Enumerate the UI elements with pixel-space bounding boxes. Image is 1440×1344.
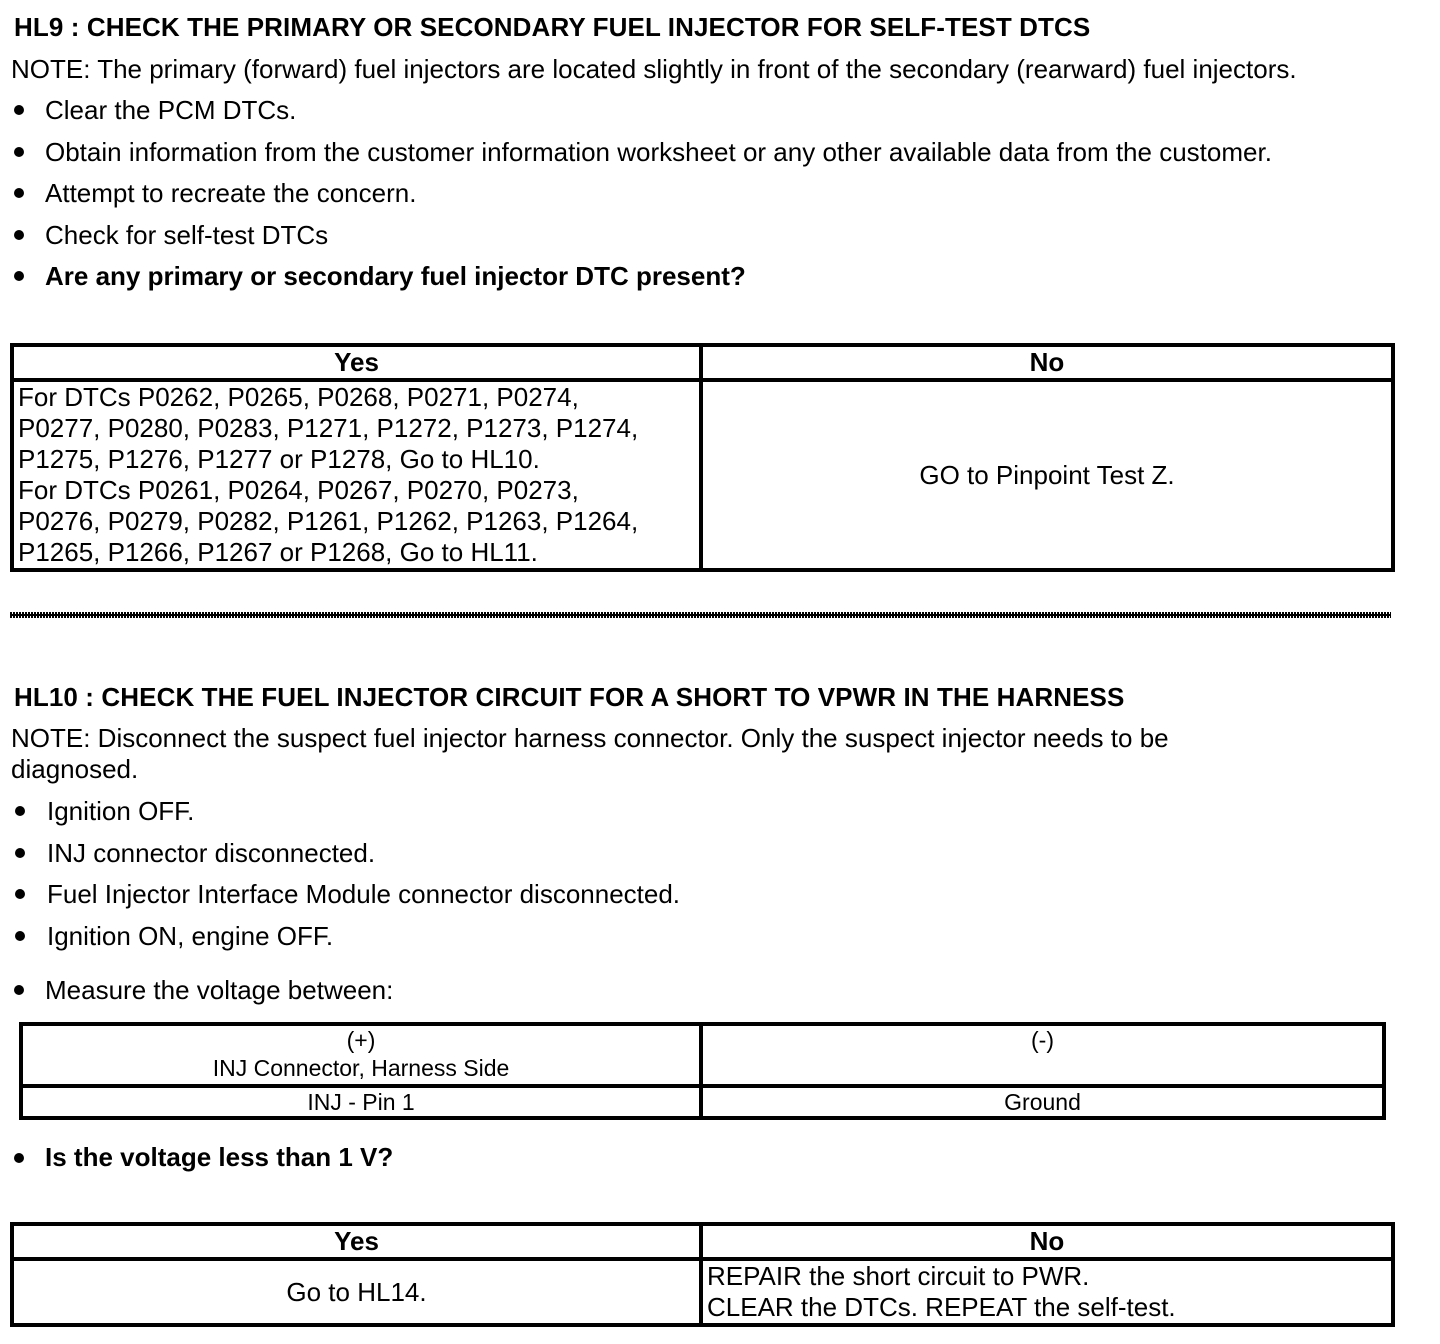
bullet-icon (14, 105, 24, 115)
yes-line: P1265, P1266, P1267 or P1268, Go to HL11. (18, 537, 538, 567)
no-header: No (701, 1224, 1393, 1259)
bullet-icon (14, 147, 24, 157)
hl9-step: Check for self-test DTCs (45, 220, 329, 250)
hl9-step: Obtain information from the customer information worksheet or any other available data from the customer. (45, 137, 1272, 167)
hl10-step: INJ connector disconnected. (47, 838, 376, 868)
yes-line: For DTCs P0261, P0264, P0267, P0270, P0273, (18, 475, 579, 505)
plus-value: INJ - Pin 1 (21, 1086, 701, 1118)
hl9-title: HL9 : CHECK THE PRIMARY OR SECONDARY FUEL INJECTOR FOR SELF-TEST DTCS (14, 12, 1091, 42)
hl9-step: Clear the PCM DTCs. (45, 95, 297, 125)
hl10-step: Ignition OFF. (47, 796, 195, 826)
hl10-note-line: diagnosed. (11, 754, 139, 784)
no-cell: GO to Pinpoint Test Z. (701, 380, 1393, 570)
measure-table (19, 1022, 1386, 1120)
hl9-result-table (10, 343, 1395, 572)
section-divider (10, 612, 1391, 618)
no-header: No (701, 345, 1393, 380)
hl9-note: NOTE: The primary (forward) fuel injectors are located slightly in front of the secondary (rearward) fuel injectors. (11, 54, 1297, 84)
plus-header: (+) (346, 1027, 376, 1053)
yes-cell (12, 380, 701, 570)
minus-header-cell (701, 1024, 1384, 1086)
plus-subheader: INJ Connector, Harness Side (212, 1055, 510, 1081)
hl10-question: Is the voltage less than 1 V? (45, 1142, 394, 1172)
plus-header-cell (21, 1024, 701, 1086)
hl10-note (11, 723, 1169, 785)
bullet-icon (14, 188, 24, 198)
no-line: REPAIR the short circuit to PWR. (707, 1261, 1090, 1291)
yes-header: Yes (12, 1224, 701, 1259)
minus-header: (-) (1031, 1027, 1054, 1053)
hl10-measure-step: Measure the voltage between: (45, 975, 394, 1005)
bullet-icon (15, 931, 25, 941)
bullet-icon (15, 889, 25, 899)
hl9-step: Attempt to recreate the concern. (45, 178, 417, 208)
no-line: CLEAR the DTCs. REPEAT the self-test. (707, 1292, 1176, 1322)
minus-value: Ground (701, 1086, 1384, 1118)
hl10-title: HL10 : CHECK THE FUEL INJECTOR CIRCUIT FOR A SHORT TO VPWR IN THE HARNESS (14, 682, 1125, 712)
hl10-step: Fuel Injector Interface Module connector disconnected. (47, 879, 681, 909)
bullet-icon (14, 230, 24, 240)
yes-line: For DTCs P0262, P0265, P0268, P0271, P0274, (18, 382, 579, 412)
yes-header: Yes (12, 345, 701, 380)
hl10-note-line: NOTE: Disconnect the suspect fuel injector harness connector. Only the suspect injector needs to be (11, 723, 1169, 753)
hl10-result-table (10, 1222, 1395, 1327)
yes-line: P1275, P1276, P1277 or P1278, Go to HL10. (18, 444, 540, 474)
bullet-icon (15, 806, 25, 816)
bullet-icon (15, 848, 25, 858)
bullet-icon (14, 985, 24, 995)
yes-line: P0277, P0280, P0283, P1271, P1272, P1273, P1274, (18, 413, 639, 443)
bullet-icon (14, 271, 24, 281)
yes-cell: Go to HL14. (12, 1259, 701, 1325)
no-cell (701, 1259, 1393, 1325)
bullet-icon (14, 1153, 24, 1163)
hl9-question: Are any primary or secondary fuel injector DTC present? (45, 261, 746, 291)
yes-line: P0276, P0279, P0282, P1261, P1262, P1263, P1264, (18, 506, 639, 536)
hl10-step: Ignition ON, engine OFF. (47, 921, 334, 951)
